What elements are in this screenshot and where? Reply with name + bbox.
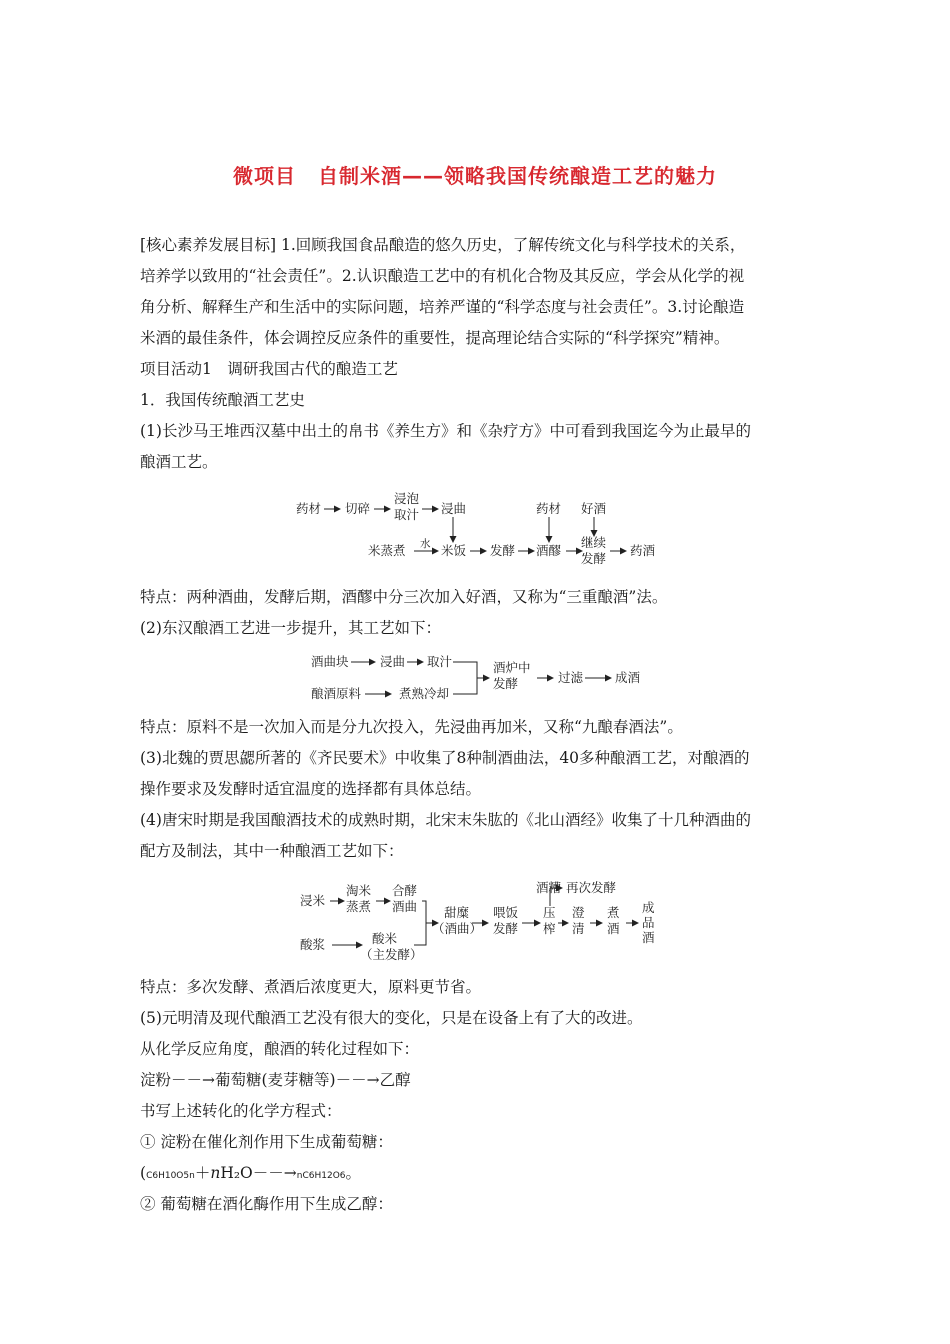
flow3-node: 浸米	[300, 893, 326, 908]
core-goals-line: 米酒的最佳条件，体会调控反应条件的重要性，提高理论结合实际的“科学探究”精神。	[140, 329, 730, 347]
core-goals-paragraph	[140, 230, 812, 354]
flow-diagram-1	[290, 492, 670, 572]
flow1-node: 药材	[536, 501, 562, 516]
feature-2: 特点：原料不是一次加入而是分九次投入，先浸曲再加米，又称“九酿春酒法”。	[140, 718, 683, 736]
paragraph-line: 酿酒工艺。	[140, 453, 218, 471]
paragraph-line: (3)北魏的贾思勰所著的《齐民要术》中收集了8种制酒曲法，40多种酿酒工艺，对酿酒的	[140, 749, 750, 767]
feature-1: 特点：两种酒曲，发酵后期，酒醪中分三次加入好酒，又称为“三重酿酒”法。	[140, 588, 668, 606]
flow3-node: 榨	[543, 921, 556, 936]
eq-n1: n	[189, 1171, 195, 1181]
conversion-chain: 淀粉－－→葡萄糖(麦芽糖等)－－→乙醇	[140, 1071, 411, 1089]
flow1-node: 好酒	[581, 501, 607, 516]
flow3-node: 清	[572, 921, 585, 936]
flow-diagram-2	[305, 650, 655, 706]
flow2-node: 成酒	[615, 670, 641, 685]
paragraph-2: (2)东汉酿酒工艺进一步提升，其工艺如下：	[140, 619, 441, 637]
flow2-node: 取汁	[427, 654, 453, 669]
flow2-node: 浸曲	[380, 654, 406, 669]
flow3-node: 酸浆	[300, 937, 326, 952]
flow1-arrow-label: 水	[420, 538, 431, 550]
flow2-node: 酒曲块	[311, 654, 349, 669]
paragraph-8: 书写上述转化的化学方程式：	[140, 1102, 342, 1120]
title-part2: 自制米酒——领略我国传统酿造工艺的魅力	[318, 164, 717, 188]
paragraph-1	[140, 416, 830, 478]
step-1-heading: ① 淀粉在催化剂作用下生成葡萄糖：	[140, 1133, 393, 1151]
flow3-node: 喂饭	[493, 905, 519, 920]
flow2-node: 发酵	[493, 676, 519, 691]
feature-4: 特点：多次发酵、煮酒后浓度更大，原料更节省。	[140, 978, 482, 996]
paragraph-line: 配方及制法，其中一种酿酒工艺如下：	[140, 842, 404, 860]
paragraph-4	[140, 805, 830, 867]
core-goals-line: 培养学以致用的“社会责任”。2.认识酿造工艺中的有机化合物及其反应，学会从化学的视	[140, 267, 745, 285]
paragraph-6: 从化学反应角度，酿酒的转化过程如下：	[140, 1040, 420, 1058]
eq-n2: n	[210, 1164, 221, 1182]
eq-water: H₂O－－→	[220, 1164, 297, 1182]
flow3-node: （酒曲）	[432, 921, 483, 936]
eq-plus: ＋	[194, 1164, 211, 1182]
flow3-node: 煮	[607, 905, 620, 920]
flow1-node: 米蒸煮	[368, 543, 406, 558]
flow1-node: 发酵	[581, 551, 607, 566]
flow2-node: 煮熟冷却	[399, 686, 450, 701]
core-goals-line: 角分析、解释生产和生活中的实际问题，培养严谨的“科学态度与社会责任”。3.讨论酿造	[140, 298, 745, 316]
paragraph-line: 操作要求及发酵时适宜温度的选择都有具体总结。	[140, 780, 482, 798]
flow3-node: 再次发酵	[566, 880, 617, 895]
page-title	[0, 160, 950, 189]
flow3-node: 蒸煮	[346, 899, 372, 914]
eq-end: 。	[345, 1164, 362, 1182]
flow1-node: 米饭	[441, 543, 467, 558]
flow1-node: 浸泡	[394, 492, 420, 506]
section-heading: 1．我国传统酿酒工艺史	[140, 391, 305, 409]
paragraph-3	[140, 743, 830, 805]
flow3-node: 酒糟	[536, 880, 562, 895]
flow1-node: 切碎	[345, 501, 371, 516]
step-2-heading: ② 葡萄糖在酒化酶作用下生成乙醇：	[140, 1195, 393, 1213]
flow3-node: 成	[642, 900, 655, 915]
flow1-node: 继续	[581, 535, 607, 550]
flow3-node: 压	[543, 905, 556, 920]
flow2-node: 酒炉中	[493, 660, 531, 675]
flow3-node: 甜糜	[444, 905, 470, 920]
activity-heading: 项目活动1 调研我国古代的酿造工艺	[140, 360, 398, 378]
flow2-node: 酿酒原料	[311, 686, 362, 701]
flow1-node: 药酒	[630, 543, 656, 558]
equation-1	[140, 1158, 830, 1192]
core-goals-line: [核心素养发展目标] 1.回顾我国食品酿造的悠久历史，了解传统文化与科学技术的关系，	[140, 236, 746, 254]
flow1-node: 酒醪	[536, 543, 562, 558]
flow1-node: 发酵	[490, 543, 516, 558]
flow3-node: 品	[642, 915, 655, 930]
flow3-node: 淘米	[346, 883, 372, 898]
flow3-node: 酸米	[372, 931, 398, 946]
flow3-node: （主发酵）	[360, 947, 423, 962]
flow3-node: 酒	[642, 930, 655, 945]
flow3-node: 酒曲	[392, 899, 418, 914]
flow1-node: 浸曲	[441, 501, 467, 516]
eq-open: (	[140, 1164, 147, 1182]
flow2-node: 过滤	[558, 670, 584, 685]
flow1-node: 取汁	[394, 507, 420, 522]
paragraph-line: (4)唐宋时期是我国酿酒技术的成熟时期，北宋末朱肱的《北山酒经》收集了十几种酒曲的	[140, 811, 751, 829]
eq-starch: C6H10O5	[146, 1171, 190, 1181]
eq-glucose: nC6H12O6	[296, 1171, 346, 1181]
flow3-node: 合酵	[392, 883, 418, 898]
flow3-node: 澄	[572, 905, 585, 920]
title-part1: 微项目	[233, 164, 296, 188]
flow3-node: 发酵	[493, 921, 519, 936]
flow3-node: 酒	[607, 921, 620, 936]
paragraph-5: (5)元明清及现代酿酒工艺没有很大的变化，只是在设备上有了大的改进。	[140, 1009, 643, 1027]
paragraph-line: (1)长沙马王堆西汉墓中出土的帛书《养生方》和《杂疗方》中可看到我国迄今为止最早的	[140, 422, 751, 440]
flow-diagram-3	[296, 872, 666, 968]
flow1-node: 药材	[296, 501, 322, 516]
